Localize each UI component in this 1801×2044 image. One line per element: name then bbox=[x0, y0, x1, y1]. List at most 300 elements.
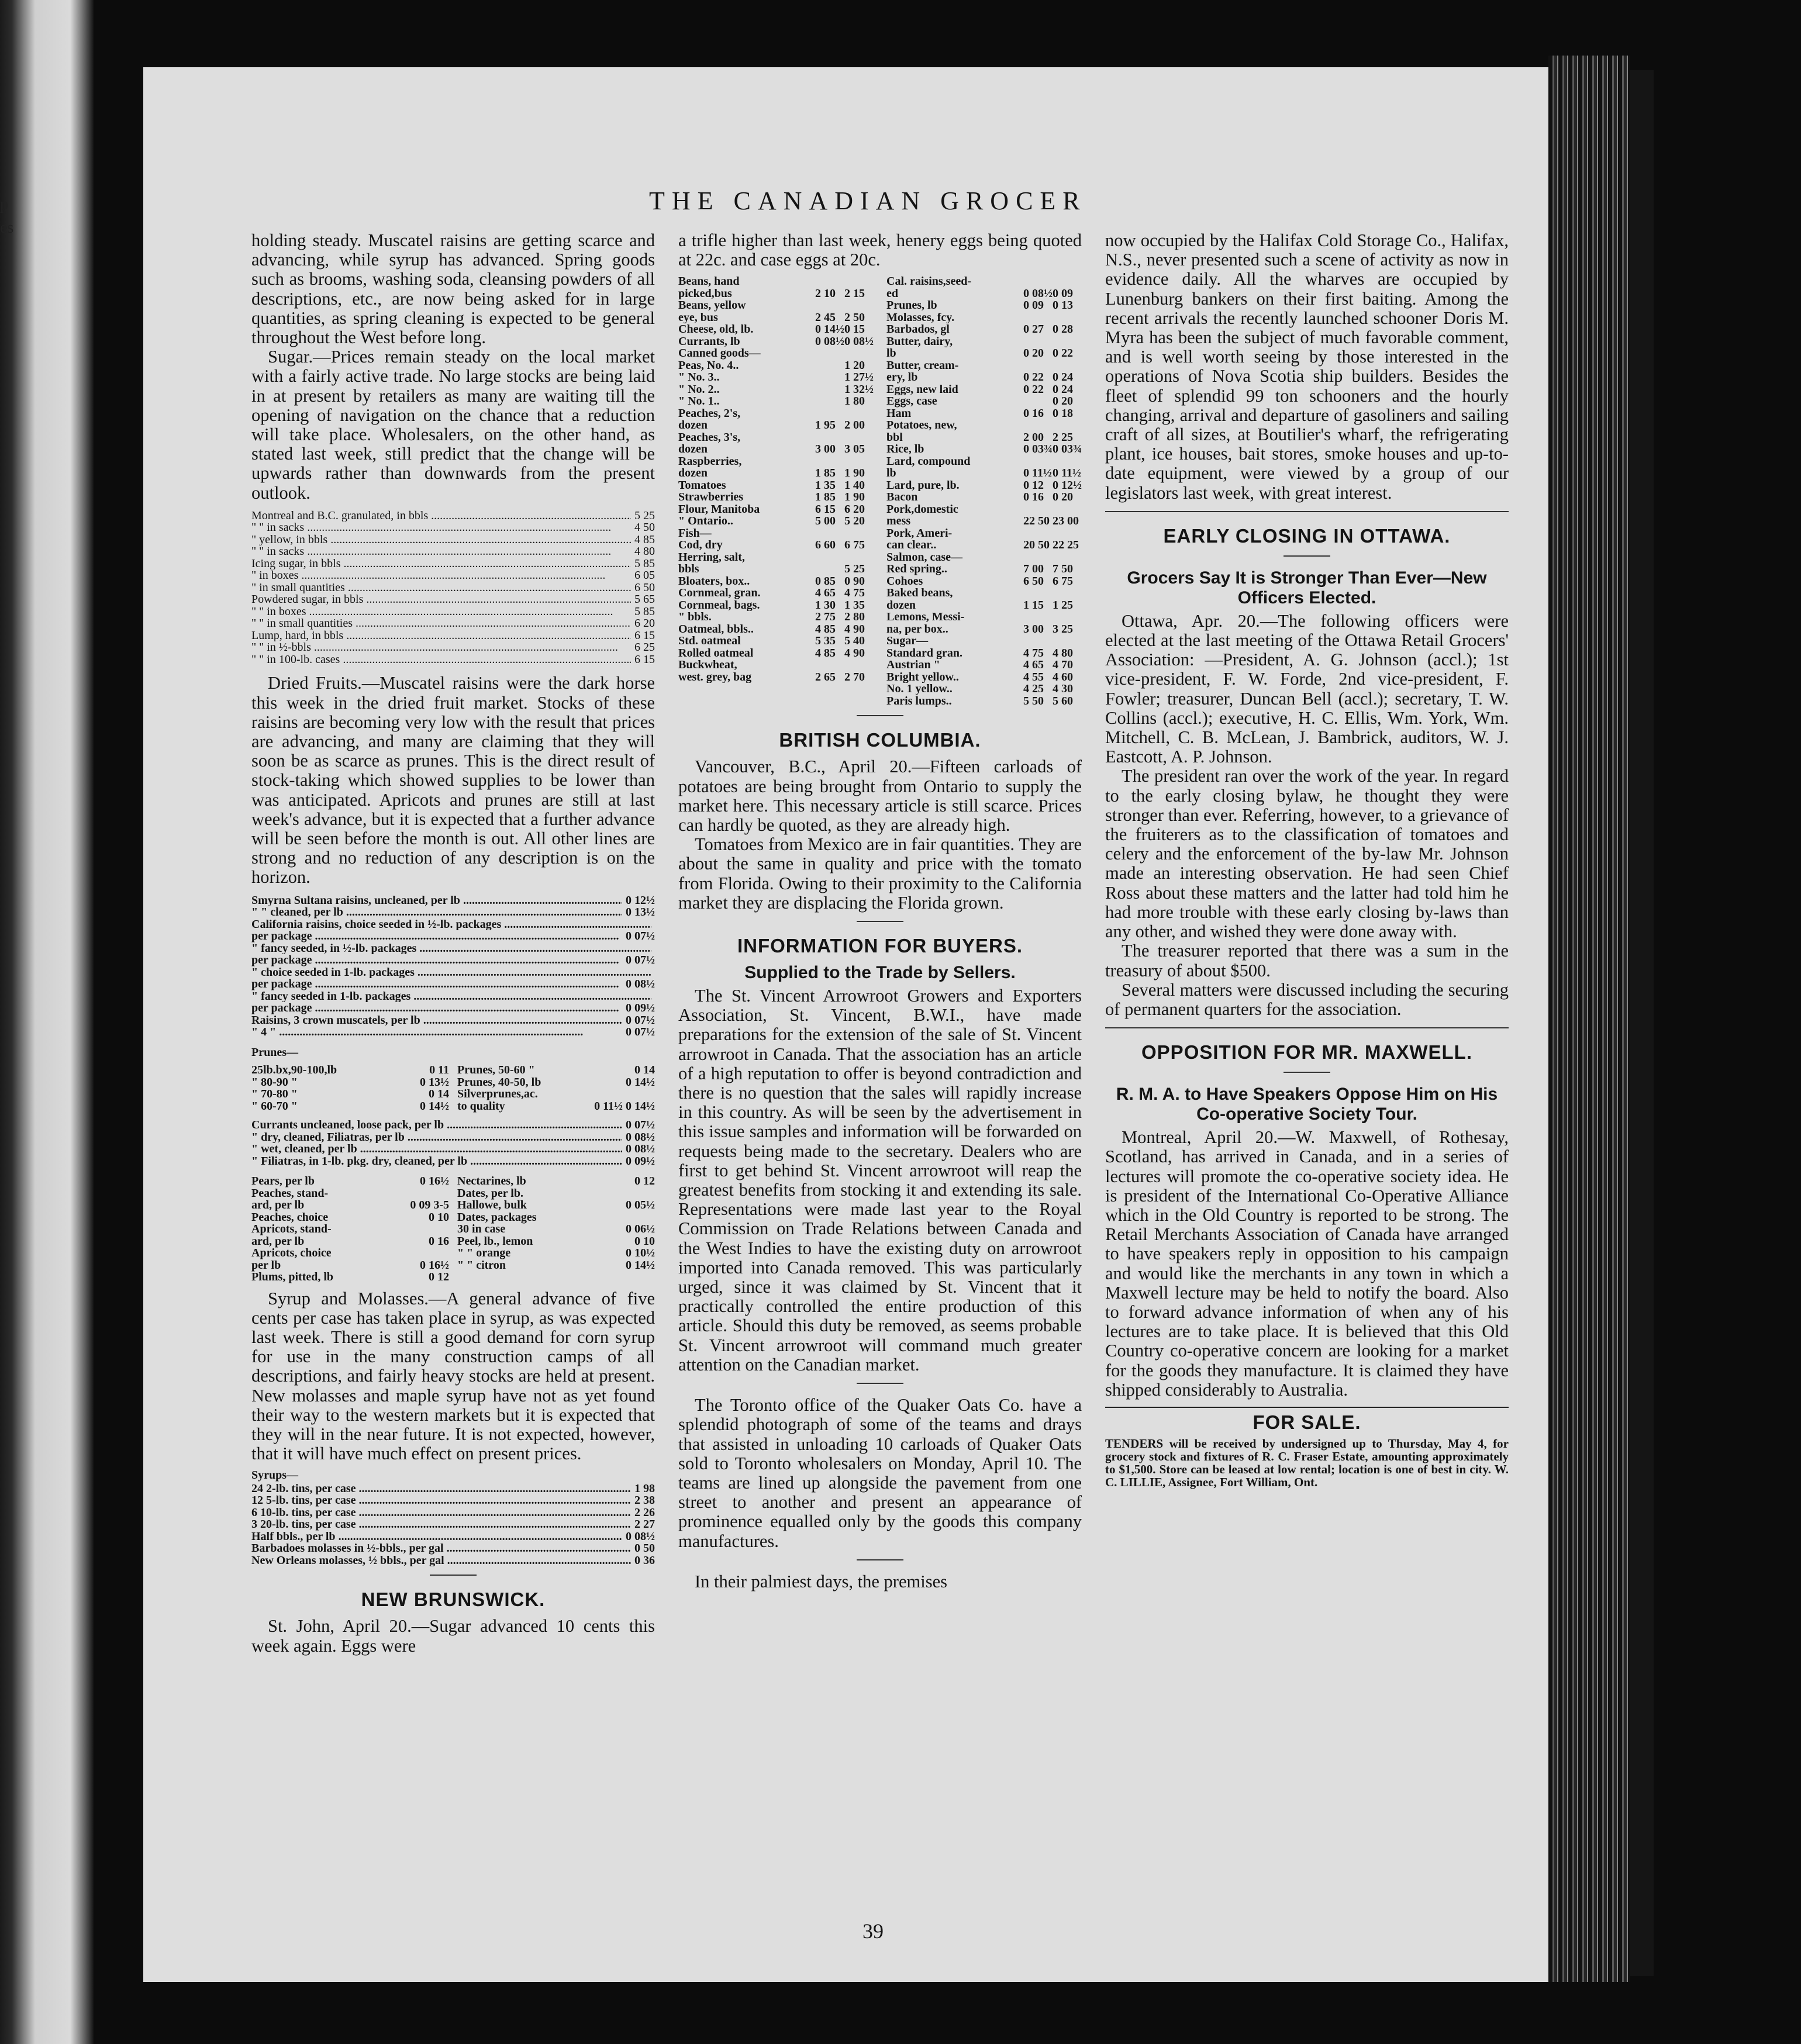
subheading: R. M. A. to Have Speakers Oppose Him on His Co-operative Society Tour. bbox=[1116, 1085, 1498, 1124]
item-price: 6 05 bbox=[634, 569, 655, 582]
item-name: Peel, lb., lemon bbox=[457, 1234, 533, 1248]
table-row bbox=[886, 467, 1082, 479]
item-price: 0 03¾ bbox=[1053, 443, 1082, 456]
item-price: 0 07½ bbox=[626, 1026, 655, 1039]
table-row bbox=[678, 551, 874, 564]
page-header: THE CANADIAN GROCER bbox=[649, 187, 1087, 215]
item-name: Rice, lb bbox=[886, 443, 924, 455]
table-row bbox=[678, 671, 874, 683]
paragraph: The treasurer reported that there was a sum in the treasury of about $500. bbox=[1105, 941, 1509, 980]
price-row bbox=[251, 1143, 655, 1155]
item-name: can clear.. bbox=[886, 539, 937, 551]
item-price bbox=[1053, 611, 1082, 623]
item-name: ard, per lb bbox=[251, 1234, 305, 1248]
column-1 bbox=[251, 231, 655, 1656]
table-row bbox=[886, 503, 1082, 516]
item-name: Baked beans, bbox=[886, 587, 953, 599]
table-row bbox=[886, 671, 1082, 683]
misc-right bbox=[457, 1175, 655, 1283]
item-price: 0 18 bbox=[1053, 406, 1073, 420]
heading-for-sale: FOR SALE. bbox=[1253, 1411, 1361, 1433]
item-price bbox=[1053, 336, 1082, 348]
item-price: 2 10 bbox=[815, 286, 836, 300]
item-name: dozen bbox=[678, 419, 708, 431]
item-price: 1 40 bbox=[844, 478, 865, 492]
table-row bbox=[886, 336, 1082, 348]
table-row bbox=[886, 299, 1082, 312]
item-price: 4 50 bbox=[634, 521, 655, 534]
item-label: " " in sacks ..... bbox=[251, 545, 631, 558]
heading-opposition-maxwell: OPPOSITION FOR MR. MAXWELL. bbox=[1141, 1041, 1472, 1064]
item-price: 0 09½ bbox=[626, 1154, 655, 1168]
table-row bbox=[886, 647, 1082, 660]
paragraph-quaker-oats: The Toronto office of the Quaker Oats Co. have a splendid photograph of some of the teams and drays that assisted in unloading 10 carloads of Quaker Oats sold to Toronto wholesalers on Monday, April 10. The teams are lined up alongside the pavement from one street to another and present an appearance of prominence equalled only by the goods this company manufactures. bbox=[678, 1395, 1082, 1551]
item-price: 0 13 bbox=[1053, 299, 1073, 312]
item-price: 0 24 bbox=[1053, 382, 1073, 396]
paragraph-arrowroot: The St. Vincent Arrowroot Growers and Exporters Association, St. Vincent, B.W.I., have made preparations for the extension of the sale of St. Vincent arrowroot in Canada. That the association has an article of a high reputation to offer is beyond contradiction and there is no question that the sales will rapidly increase in this country. As will be seen by the advertisement in this issue samples and information will be forwarded on requests being made to the secretary. Dealers who are first to get behind St. Vincent arrowroot will reap the greatest benefits from stocking it and extending its sale. Representations were made last year to the Royal Commission on Trade Relations between Canada and the West Indies to have the existing duty on arrowroot imported into Canada removed. This was particularly urged, since it was claimed by St. Vincent that it practically controlled the entire production of this article. Should this duty be removed, as seems probable St. Vincent arrowroot will command much greater attention on the Canadian market. bbox=[678, 986, 1082, 1375]
item-label: Half bbls., per lb ..... bbox=[251, 1531, 622, 1543]
table-row bbox=[886, 455, 1082, 468]
item-price: 0 08½ bbox=[815, 334, 844, 348]
item-price: 0 10½ bbox=[626, 1247, 655, 1260]
price-row bbox=[251, 1494, 655, 1507]
item-price bbox=[844, 527, 874, 540]
item-name: Butter, cream- bbox=[886, 359, 959, 372]
paragraph: Several matters were discussed including the securing of permanent quarters for the association. bbox=[1105, 979, 1509, 1019]
heading-information-for-buyers: INFORMATION FOR BUYERS. bbox=[737, 935, 1023, 957]
table-row bbox=[678, 408, 874, 420]
item-price: 0 08½ bbox=[626, 1529, 655, 1543]
item-price: 20 50 bbox=[1023, 538, 1050, 552]
item-name: Peaches, 3's, bbox=[678, 431, 741, 444]
item-price: 4 65 bbox=[815, 586, 836, 600]
divider bbox=[1284, 555, 1330, 557]
table-row bbox=[457, 1187, 655, 1200]
table-row bbox=[251, 1100, 449, 1113]
table-row bbox=[678, 527, 874, 540]
table-row bbox=[678, 288, 874, 300]
table-row bbox=[886, 527, 1082, 540]
item-price: 1 32½ bbox=[844, 382, 874, 396]
item-price: 4 30 bbox=[1053, 682, 1073, 696]
divider bbox=[1105, 511, 1509, 512]
price-row bbox=[251, 582, 655, 594]
table-row bbox=[886, 443, 1082, 455]
item-label: " wet, cleaned, per lb ..... bbox=[251, 1143, 622, 1155]
divider bbox=[857, 715, 903, 716]
item-name: " " citron bbox=[457, 1258, 506, 1272]
item-name: west. grey, bag bbox=[678, 671, 752, 683]
item-label: Smyrna Sultana raisins, uncleaned, per lb ..... bbox=[251, 895, 622, 907]
table-row bbox=[457, 1064, 655, 1076]
item-price bbox=[844, 551, 874, 564]
item-price: 0 14 bbox=[429, 1087, 449, 1101]
item-price: 0 10 bbox=[634, 1234, 655, 1248]
heading-early-closing: EARLY CLOSING IN OTTAWA. bbox=[1163, 524, 1451, 547]
table-row bbox=[886, 623, 1082, 636]
price-row bbox=[251, 1026, 655, 1038]
item-name: ed bbox=[886, 287, 898, 300]
price-row bbox=[251, 942, 655, 955]
item-price bbox=[1053, 587, 1082, 599]
item-price: 2 80 bbox=[844, 610, 865, 624]
table-row bbox=[457, 1247, 655, 1259]
item-price: 1 85 bbox=[815, 467, 836, 480]
item-price: 4 65 bbox=[1023, 658, 1044, 672]
table-row bbox=[251, 1076, 449, 1089]
item-name: eye, bus bbox=[678, 311, 718, 324]
table-row bbox=[886, 384, 1082, 396]
item-name: Barbados, gl bbox=[886, 323, 950, 336]
item-price: 0 12 bbox=[429, 1270, 449, 1284]
raisin-price-list bbox=[251, 895, 655, 1038]
table-row bbox=[886, 539, 1082, 551]
paragraph: Tomatoes from Mexico are in fair quantities. They are about the same in quality and price with the tomato from Florida. Owing to their proximity to the California market they are displacing the Florida grown. bbox=[678, 834, 1082, 913]
item-price: 1 80 bbox=[844, 395, 865, 408]
item-name: Cod, dry bbox=[678, 539, 723, 551]
price-row bbox=[251, 1014, 655, 1027]
table-row bbox=[678, 515, 874, 527]
table-row bbox=[678, 431, 874, 444]
paragraph: now occupied by the Halifax Cold Storage Co., Halifax, N.S., never presented such a scene of activity as now in evidence daily. All the wharves are occupied by Lunenburg bankers on their first baiting. Among the recent arrivals the recently launched schooner Doris M. Myra has been the subject of much favorable comment, and is well worth seeing by those interested in the operations of Nova Scotia ship builders. Besides the fleet of splendid 99 ton schooners and the hourly changing, arrival and departure of gasoliners and sailing craft of all sizes, at Boutilier's wharf, the refrigerating plant, ice houses, bait stores, smoke houses and up-to-date equipment, were viewed by a group of our legislators last week, with great interest. bbox=[1105, 230, 1509, 503]
table-row bbox=[678, 503, 874, 516]
item-price: 0 14½ bbox=[420, 1099, 449, 1113]
table-row bbox=[886, 408, 1082, 420]
item-price: 0 24 bbox=[1053, 371, 1073, 384]
item-price: 2 15 bbox=[844, 286, 865, 300]
item-price: 6 20 bbox=[844, 502, 865, 516]
table-row bbox=[457, 1259, 655, 1272]
table-row bbox=[678, 419, 874, 431]
item-name: Dates, per lb. bbox=[457, 1186, 523, 1200]
item-price bbox=[815, 659, 844, 671]
price-row bbox=[251, 1542, 655, 1555]
table-row bbox=[886, 419, 1082, 431]
item-price: 5 85 bbox=[634, 605, 655, 618]
paragraph: Vancouver, B.C., April 20.—Fifteen carloads of potatoes are being brought from Ontario to supply the market here. This necessary article is still scarce. Prices can hardly be quoted, as they are already high. bbox=[678, 757, 1082, 835]
item-name: Std. oatmeal bbox=[678, 635, 741, 647]
item-price: 5 50 bbox=[1023, 694, 1044, 707]
item-name: Prunes, 50-60 " bbox=[457, 1064, 535, 1077]
item-name: Prunes, lb bbox=[886, 299, 937, 312]
item-price: 0 07½ bbox=[626, 954, 655, 967]
item-price: 4 75 bbox=[844, 586, 865, 600]
item-price: 0 08½ bbox=[626, 978, 655, 991]
item-price: 0 16½ bbox=[420, 1175, 449, 1188]
item-price: 5 25 bbox=[844, 562, 865, 576]
table-row bbox=[886, 575, 1082, 588]
item-name: Peaches, choice bbox=[251, 1210, 329, 1224]
price-row bbox=[251, 1002, 655, 1014]
item-label: " " in ½-bbls ..... bbox=[251, 641, 631, 654]
item-price: 0 14 bbox=[634, 1064, 655, 1077]
item-price bbox=[844, 299, 874, 312]
item-price: 0 16½ bbox=[420, 1258, 449, 1272]
table-row bbox=[678, 647, 874, 660]
column-3 bbox=[1105, 231, 1509, 1489]
item-price: 4 90 bbox=[844, 622, 865, 636]
item-price: 4 75 bbox=[1023, 646, 1044, 660]
table-row bbox=[678, 539, 874, 551]
prunes-left bbox=[251, 1064, 449, 1112]
item-price: 3 05 bbox=[844, 443, 865, 456]
table-row bbox=[886, 479, 1082, 492]
prunes-table bbox=[251, 1064, 655, 1112]
price-row bbox=[251, 545, 655, 558]
item-price bbox=[1023, 360, 1053, 372]
divider bbox=[857, 1559, 903, 1560]
item-price: 3 25 bbox=[1053, 622, 1073, 636]
item-label: Icing sugar, in bbls ..... bbox=[251, 558, 631, 570]
table-row bbox=[678, 455, 874, 468]
item-name: Currants, lb bbox=[678, 335, 740, 348]
table-row bbox=[678, 491, 874, 503]
table-row bbox=[251, 1271, 449, 1283]
item-name: " Ontario.. bbox=[678, 515, 733, 527]
table-row bbox=[886, 395, 1082, 408]
item-label: per package ..... bbox=[251, 978, 622, 990]
item-price bbox=[1023, 551, 1053, 564]
item-price: 2 26 bbox=[634, 1506, 655, 1519]
previous-page-edge bbox=[0, 0, 94, 2044]
item-price bbox=[844, 275, 874, 288]
item-name: Lemons, Messi- bbox=[886, 611, 965, 623]
item-name: Austrian " bbox=[886, 659, 940, 671]
table-row bbox=[678, 635, 874, 647]
item-name: Plums, pitted, lb bbox=[251, 1270, 334, 1284]
item-price bbox=[844, 347, 874, 360]
currant-price-list bbox=[251, 1119, 655, 1167]
paragraph: holding steady. Muscatel raisins are getting scarce and advancing, while syrup has advanced. Spring goods such as brooms, washing soda, cleansing powders of all descriptions, etc., are now being asked for in large quantities, as spring cleaning is expected to be general throughout the West before long. bbox=[251, 230, 655, 348]
heading-new-brunswick: NEW BRUNSWICK. bbox=[361, 1589, 546, 1611]
paragraph: Ottawa, Apr. 20.—The following officers were elected at the last meeting of the Ottawa Retail Grocers' Association: —President, A. G. Johnson (accl.); 1st vice-president, F. W. Forde, 2nd vice-president, F. Fowler; treasurer, Duncan Bell (accl.); secretary, T. W. Collins (accl.); executive, H. C. Ellis, Wm. York, Wm. Mitchell, C. B. McLean, J. Bambrick, auditors, W. J. Eastcott, A. P. Johnson. bbox=[1105, 610, 1509, 767]
item-name: Hallowe, bulk bbox=[457, 1199, 527, 1212]
item-price: 0 11½ 0 14½ bbox=[594, 1099, 655, 1113]
item-price: 0 20 bbox=[1023, 347, 1044, 360]
price-row bbox=[251, 1155, 655, 1168]
item-label: Powdered sugar, in bbls ..... bbox=[251, 593, 631, 606]
item-price bbox=[651, 942, 655, 955]
item-label: Barbadoes molasses in ½-bbls., per gal ..... bbox=[251, 1542, 631, 1555]
page-stack-edge bbox=[1548, 56, 1630, 1982]
item-price: 5 85 bbox=[634, 557, 655, 570]
item-name: bbls bbox=[678, 563, 699, 575]
item-name: " " orange bbox=[457, 1247, 511, 1260]
divider bbox=[857, 921, 903, 922]
item-price: 0 15 bbox=[844, 323, 865, 336]
item-price bbox=[1053, 360, 1082, 372]
item-price: 6 15 bbox=[634, 652, 655, 666]
item-price bbox=[815, 395, 844, 408]
previous-page-fragment bbox=[0, 193, 13, 240]
item-price: 0 09 bbox=[1023, 299, 1044, 312]
table-row bbox=[678, 360, 874, 372]
item-name: Cal. raisins,seed- bbox=[886, 275, 971, 288]
item-name: Ham bbox=[886, 407, 912, 420]
table-row bbox=[251, 1088, 449, 1100]
paragraph: Montreal, April 20.—W. Maxwell, of Rothesay, Scotland, has arrived in Canada, and in a series of lectures will promote the co-operative society idea. He is president of the International Co-Operative Alliance which in the Old Country is reported to be strong. The Retail Merchants Association of Canada have arranged to have speakers reply in opposition to his campaign and would like the merchants in any town in which a Maxwell lecture may be held to notify the board. Also to forward advance information of when any of his lectures are to take place. It is believed that this Old Country co-operative concern are looking for a market for the goods they manufacture. It is claimed they have shipped considerably to Australia. bbox=[1105, 1127, 1509, 1400]
item-price: 4 85 bbox=[634, 533, 655, 546]
item-price: 1 25 bbox=[1053, 598, 1073, 612]
item-price: 6 60 bbox=[815, 538, 836, 552]
item-price: 2 38 bbox=[634, 1494, 655, 1507]
item-label: New Orleans molasses, ½ bbls., per gal ..... bbox=[251, 1555, 631, 1567]
item-name: Red spring.. bbox=[886, 563, 947, 575]
item-price bbox=[815, 371, 844, 384]
table-row bbox=[251, 1235, 449, 1248]
price-row bbox=[251, 919, 655, 931]
price-row bbox=[251, 593, 655, 606]
item-price: 6 50 bbox=[634, 581, 655, 594]
item-price: 22 25 bbox=[1053, 538, 1079, 552]
item-label: per package ..... bbox=[251, 1002, 622, 1014]
item-price: 0 16 bbox=[1023, 406, 1044, 420]
divider bbox=[1284, 1072, 1330, 1073]
for-sale-ad bbox=[1105, 1407, 1509, 1489]
subheading: Grocers Say It is Stronger Than Ever—New Officers Elected. bbox=[1127, 568, 1487, 607]
table-row bbox=[886, 599, 1082, 612]
table-row bbox=[251, 1259, 449, 1272]
item-price: 0 11½ bbox=[1053, 467, 1081, 480]
item-label: per package ..... bbox=[251, 954, 622, 966]
item-price: 1 20 bbox=[844, 358, 865, 372]
price-row bbox=[251, 1555, 655, 1567]
item-price bbox=[1023, 312, 1053, 324]
divider bbox=[857, 1383, 903, 1384]
item-price bbox=[651, 990, 655, 1003]
item-label: " in small quantities ..... bbox=[251, 582, 631, 594]
item-price: 0 16 bbox=[1023, 491, 1044, 504]
table-row bbox=[678, 467, 874, 479]
item-price: 1 85 bbox=[815, 491, 836, 504]
item-price: 4 25 bbox=[1023, 682, 1044, 696]
heading-british-columbia: BRITISH COLUMBIA. bbox=[779, 729, 981, 751]
item-price bbox=[815, 275, 844, 288]
item-price: 0 14½ bbox=[626, 1258, 655, 1272]
item-name: Beans, hand bbox=[678, 275, 740, 288]
price-row bbox=[251, 1131, 655, 1144]
price-row bbox=[251, 1518, 655, 1531]
item-label: 24 2-lb. tins, per case ..... bbox=[251, 1483, 631, 1495]
item-name: Raspberries, bbox=[678, 455, 742, 468]
table-row bbox=[251, 1223, 449, 1235]
item-name: " 60-70 " bbox=[251, 1099, 298, 1113]
table-row bbox=[251, 1187, 449, 1200]
item-name: Molasses, fcy. bbox=[886, 311, 955, 324]
item-name: na, per box.. bbox=[886, 623, 948, 636]
table-row bbox=[678, 443, 874, 455]
table-row bbox=[678, 312, 874, 324]
item-price: 5 65 bbox=[634, 593, 655, 606]
item-price: 0 12 bbox=[634, 1175, 655, 1188]
item-label: " Filiatras, in 1-lb. pkg. dry, cleaned, per lb ..... bbox=[251, 1155, 622, 1168]
item-name: Paris lumps.. bbox=[886, 695, 952, 707]
item-name: dozen bbox=[678, 443, 708, 455]
item-label: " dry, cleaned, Filiatras, per lb ..... bbox=[251, 1131, 622, 1144]
paragraph: In their palmiest days, the premises bbox=[695, 1571, 947, 1591]
item-price: 1 30 bbox=[815, 598, 836, 612]
price-row bbox=[251, 1119, 655, 1131]
item-price: 0 22 bbox=[1053, 347, 1073, 360]
item-name: Apricots, choice bbox=[251, 1247, 332, 1260]
item-label: " choice seeded in 1-lb. packages ..... bbox=[251, 966, 651, 979]
item-price bbox=[815, 384, 844, 396]
paragraph: a trifle higher than last week, henery eggs being quoted at 22c. and case eggs at 20c. bbox=[678, 230, 1082, 270]
item-price: 0 16 bbox=[429, 1234, 449, 1248]
table-row bbox=[678, 587, 874, 599]
item-price bbox=[1023, 635, 1053, 647]
item-label: Raisins, 3 crown muscatels, per lb ..... bbox=[251, 1014, 622, 1027]
item-price: 0 07½ bbox=[626, 1013, 655, 1027]
item-price: 5 35 bbox=[815, 634, 836, 648]
item-label: Lump, hard, in bbls ..... bbox=[251, 630, 631, 642]
item-price: 0 14½ bbox=[815, 323, 844, 336]
item-name: Pork, Ameri- bbox=[886, 527, 953, 540]
table-row bbox=[886, 275, 1082, 288]
item-name: Cornmeal, bags. bbox=[678, 599, 760, 612]
market-price-table bbox=[678, 275, 1082, 707]
item-label: 6 10-lb. tins, per case ..... bbox=[251, 1507, 631, 1519]
item-price: 0 08½ bbox=[1023, 286, 1053, 300]
item-price bbox=[1023, 455, 1053, 468]
divider bbox=[430, 1575, 477, 1576]
item-price: 0 11 bbox=[429, 1064, 449, 1077]
item-name: " No. 1.. bbox=[678, 395, 720, 408]
table-row bbox=[886, 563, 1082, 575]
table-row bbox=[886, 371, 1082, 384]
table-row bbox=[886, 431, 1082, 444]
item-label: " " in sacks ..... bbox=[251, 522, 631, 534]
prunes-title bbox=[251, 1047, 655, 1059]
item-price: 2 65 bbox=[815, 670, 836, 683]
item-name: Cornmeal, gran. bbox=[678, 587, 761, 599]
price-row bbox=[251, 954, 655, 966]
item-label: California raisins, choice seeded in ½-lb. packages ..... bbox=[251, 919, 651, 931]
price-row bbox=[251, 1507, 655, 1519]
item-price bbox=[815, 563, 844, 575]
item-name: Beans, yellow bbox=[678, 299, 746, 312]
item-price: 5 40 bbox=[844, 634, 865, 648]
item-price bbox=[1023, 611, 1053, 623]
item-price: 0 08½ bbox=[626, 1130, 655, 1144]
table-row bbox=[457, 1076, 655, 1089]
item-label: " fancy seeded in 1-lb. packages ..... bbox=[251, 990, 651, 1003]
prunes-title-text: Prunes— bbox=[251, 1045, 298, 1059]
item-price: 0 27 bbox=[1023, 323, 1044, 336]
item-price bbox=[815, 527, 844, 540]
item-name: Bright yellow.. bbox=[886, 671, 959, 683]
price-row bbox=[251, 606, 655, 618]
item-name: " No. 3.. bbox=[678, 371, 720, 384]
item-price: 0 06½ bbox=[626, 1223, 655, 1236]
prunes-right bbox=[457, 1064, 655, 1112]
item-price: 5 60 bbox=[1053, 694, 1073, 707]
item-name: picked,bus bbox=[678, 287, 732, 300]
price-row bbox=[251, 990, 655, 1003]
table-row bbox=[678, 384, 874, 396]
paragraph-syrup: Syrup and Molasses.—A general advance of five cents per case has taken place in syrup, as was expected last week. There is still a good demand for corn syrup for use in the many construction camps of all descriptions, and fairly heavy stocks are held at present. New molasses and maple syrup have not as yet found their way to the western markets but it is expected that they will in the near future. It is not expected, however, that it will have much effect on present prices. bbox=[251, 1288, 655, 1464]
item-price bbox=[844, 431, 874, 444]
misc-fruit-table bbox=[251, 1175, 655, 1283]
page-number: 39 bbox=[862, 1919, 884, 1943]
price-row bbox=[251, 978, 655, 990]
item-name: " No. 2.. bbox=[678, 383, 720, 396]
item-price: 4 85 bbox=[815, 622, 836, 636]
table-row bbox=[678, 299, 874, 312]
item-label: per package ..... bbox=[251, 930, 622, 942]
item-price: 0 90 bbox=[844, 574, 865, 588]
table-row bbox=[886, 312, 1082, 324]
